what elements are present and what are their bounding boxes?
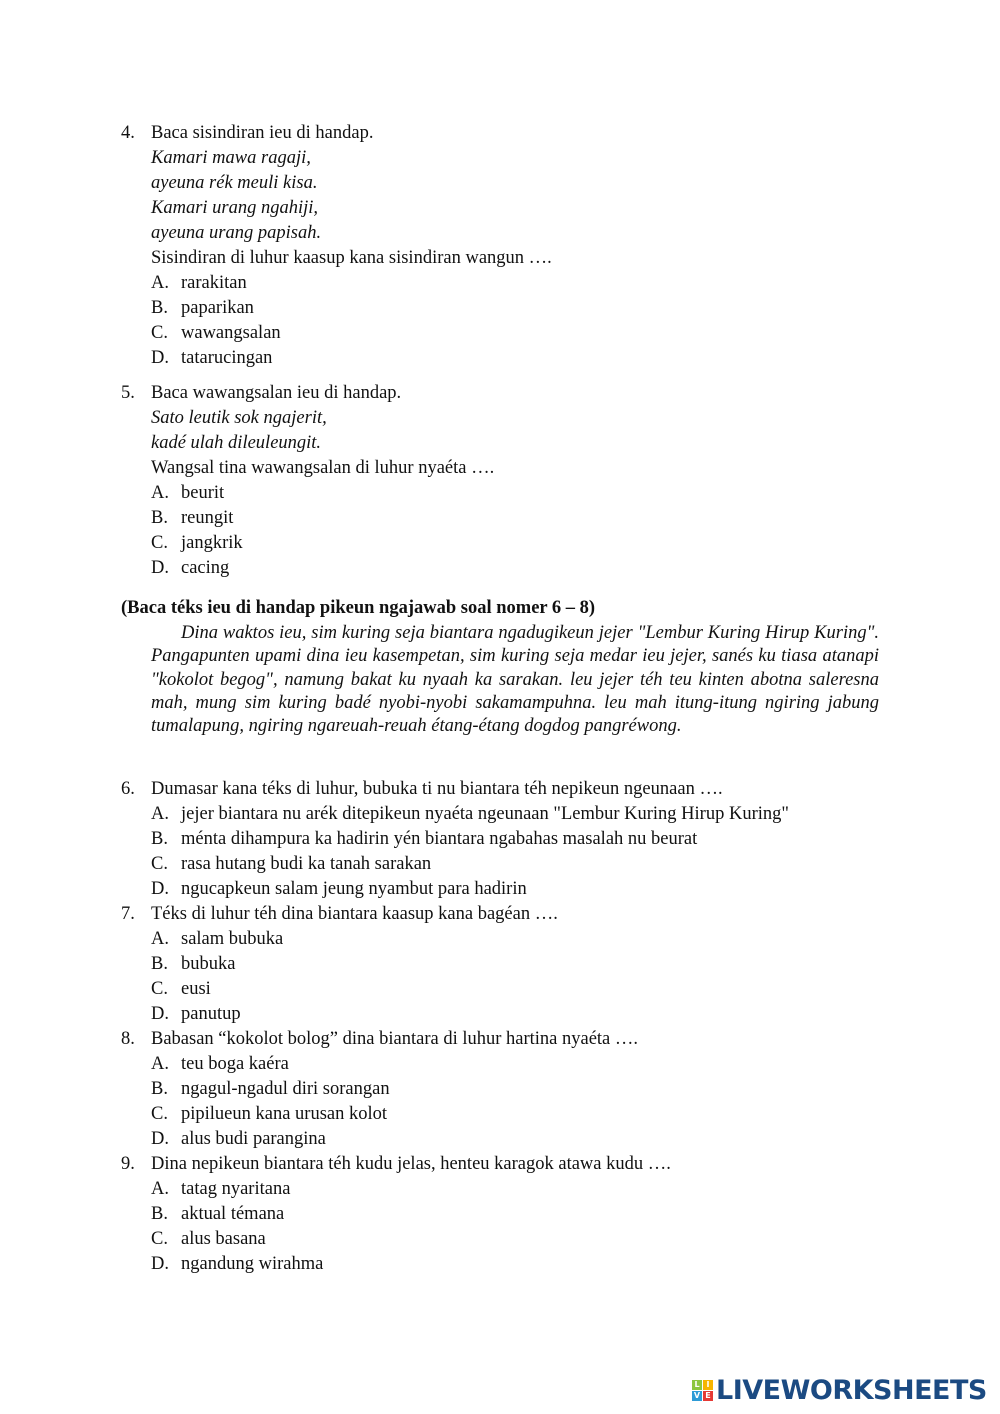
question-5	[121, 381, 881, 581]
answer-option[interactable]	[121, 1177, 881, 1202]
answer-option[interactable]	[121, 296, 881, 321]
answer-option[interactable]	[121, 927, 881, 952]
question-number: 8.	[121, 1029, 135, 1049]
cube-letter: I	[703, 1380, 713, 1390]
option-letter: B.	[151, 1204, 168, 1224]
liveworksheets-logo	[692, 1375, 987, 1406]
answer-option[interactable]	[121, 1052, 881, 1077]
answer-option[interactable]	[121, 321, 881, 346]
questions-6-9	[121, 777, 881, 1277]
option-text: ménta dihampura ka hadirin yén biantara ngabahas masalah nu beurat	[181, 829, 698, 849]
option-letter: D.	[151, 879, 169, 899]
answer-option[interactable]	[121, 531, 881, 556]
question-prompt: Baca wawangsalan ieu di handap.	[151, 383, 402, 403]
option-text: rarakitan	[181, 273, 247, 293]
question-text: Téks di luhur téh dina biantara kaasup kana bagéan ….	[151, 904, 558, 924]
answer-option[interactable]	[121, 506, 881, 531]
answer-option[interactable]	[121, 1227, 881, 1252]
option-letter: D.	[151, 1129, 169, 1149]
option-text: alus budi parangina	[181, 1129, 326, 1149]
cube-letter: V	[693, 1391, 701, 1400]
option-text: aktual témana	[181, 1204, 285, 1224]
question-item	[121, 777, 881, 902]
option-letter: C.	[151, 323, 168, 343]
answer-option[interactable]	[121, 1202, 881, 1227]
verse-line: ayeuna rék meuli kisa.	[151, 173, 318, 193]
cube-letter: E	[703, 1391, 713, 1401]
option-letter: D.	[151, 1004, 169, 1024]
option-letter: C.	[151, 854, 168, 874]
answer-option[interactable]	[121, 827, 881, 852]
answer-option[interactable]	[121, 346, 881, 371]
logo-text: LIVEWORKSHEETS	[716, 1375, 987, 1406]
live-cube-icon	[692, 1380, 713, 1401]
option-text: paparikan	[181, 298, 254, 318]
verse-line: kadé ulah dileuleungit.	[151, 433, 322, 453]
question-item	[121, 1027, 881, 1152]
answer-option[interactable]	[121, 1077, 881, 1102]
option-text: salam bubuka	[181, 929, 284, 949]
option-text: cacing	[181, 558, 230, 578]
question-text: Babasan “kokolot bolog” dina biantara di luhur hartina nyaéta ….	[151, 1029, 639, 1049]
verse-line: ayeuna urang papisah.	[151, 223, 322, 243]
question-text: Dina nepikeun biantara téh kudu jelas, henteu karagok atawa kudu ….	[151, 1154, 671, 1174]
option-letter: A.	[151, 929, 169, 949]
question-item	[121, 902, 881, 1027]
cube-letter: L	[692, 1380, 702, 1390]
reading-passage: Dina waktos ieu, sim kuring seja biantara ngadugikeun jejer "Lembur Kuring Hirup Kuring". Pangapunten upami dina ieu kasempetan, sim kuring seja medar ieu jejer, sanés ku tiasa atanapi "kokolot begog", namung bakat ku nyaah ka sarakan. leu jejer téh teu kinten abotna saleresna mah, mung sim kuring badé nyobi-nyobi sakamampuhna. leu mah itung-itung ngiring jabung tumalapung, ngiring ngareuah-reuah étang-étang dogdog pangréwong.	[151, 623, 879, 737]
option-letter: A.	[151, 483, 169, 503]
option-letter: A.	[151, 273, 169, 293]
option-text: ngandung wirahma	[181, 1254, 324, 1274]
question-number: 9.	[121, 1154, 135, 1174]
option-text: alus basana	[181, 1229, 266, 1249]
answer-option[interactable]	[121, 481, 881, 506]
question-number: 6.	[121, 779, 135, 799]
question-number: 7.	[121, 904, 135, 924]
answer-option[interactable]	[121, 271, 881, 296]
question-prompt: Baca sisindiran ieu di handap.	[151, 123, 374, 143]
verse-line: Kamari urang ngahiji,	[151, 198, 319, 218]
option-text: teu boga kaéra	[181, 1054, 289, 1074]
answer-option[interactable]	[121, 1127, 881, 1152]
question-4	[121, 121, 881, 371]
option-letter: C.	[151, 533, 168, 553]
question-text: Wangsal tina wawangsalan di luhur nyaéta ….	[151, 458, 495, 478]
option-letter: C.	[151, 979, 168, 999]
answer-option[interactable]	[121, 1002, 881, 1027]
option-letter: C.	[151, 1229, 168, 1249]
option-text: rasa hutang budi ka tanah sarakan	[181, 854, 432, 874]
answer-option[interactable]	[121, 1102, 881, 1127]
option-text: wawangsalan	[181, 323, 281, 343]
option-text: tatag nyaritana	[181, 1179, 291, 1199]
option-letter: A.	[151, 1054, 169, 1074]
verse-line: Kamari mawa ragaji,	[151, 148, 311, 168]
option-text: jejer biantara nu arék ditepikeun nyaéta ngeunaan "Lembur Kuring Hirup Kuring"	[181, 804, 789, 824]
option-text: eusi	[181, 979, 211, 999]
question-number: 4.	[121, 123, 135, 143]
option-text: bubuka	[181, 954, 236, 974]
option-letter: A.	[151, 1179, 169, 1199]
answer-option[interactable]	[121, 977, 881, 1002]
option-letter: B.	[151, 954, 168, 974]
option-letter: D.	[151, 1254, 169, 1274]
option-letter: A.	[151, 804, 169, 824]
verse-line: Sato leutik sok ngajerit,	[151, 408, 327, 428]
option-text: ngagul-ngadul diri sorangan	[181, 1079, 390, 1099]
option-letter: C.	[151, 1104, 168, 1124]
option-text: reungit	[181, 508, 234, 528]
option-text: jangkrik	[181, 533, 243, 553]
question-text: Dumasar kana téks di luhur, bubuka ti nu biantara téh nepikeun ngeunaan ….	[151, 779, 723, 799]
instruction-heading: (Baca téks ieu di handap pikeun ngajawab soal nomer 6 – 8)	[121, 598, 596, 618]
answer-option[interactable]	[121, 556, 881, 581]
question-item	[121, 1152, 881, 1277]
option-text: pipilueun kana urusan kolot	[181, 1104, 388, 1124]
option-letter: B.	[151, 298, 168, 318]
answer-option[interactable]	[121, 952, 881, 977]
option-letter: D.	[151, 558, 169, 578]
option-text: beurit	[181, 483, 225, 503]
option-letter: B.	[151, 508, 168, 528]
question-number: 5.	[121, 383, 135, 403]
option-letter: D.	[151, 348, 169, 368]
option-text: ngucapkeun salam jeung nyambut para hadirin	[181, 879, 527, 899]
option-letter: B.	[151, 1079, 168, 1099]
option-text: tatarucingan	[181, 348, 273, 368]
question-text: Sisindiran di luhur kaasup kana sisindiran wangun ….	[151, 248, 552, 268]
answer-option[interactable]	[121, 1252, 881, 1277]
answer-option[interactable]	[121, 877, 881, 902]
answer-option[interactable]	[121, 802, 881, 827]
option-letter: B.	[151, 829, 168, 849]
answer-option[interactable]	[121, 852, 881, 877]
option-text: panutup	[181, 1004, 241, 1024]
